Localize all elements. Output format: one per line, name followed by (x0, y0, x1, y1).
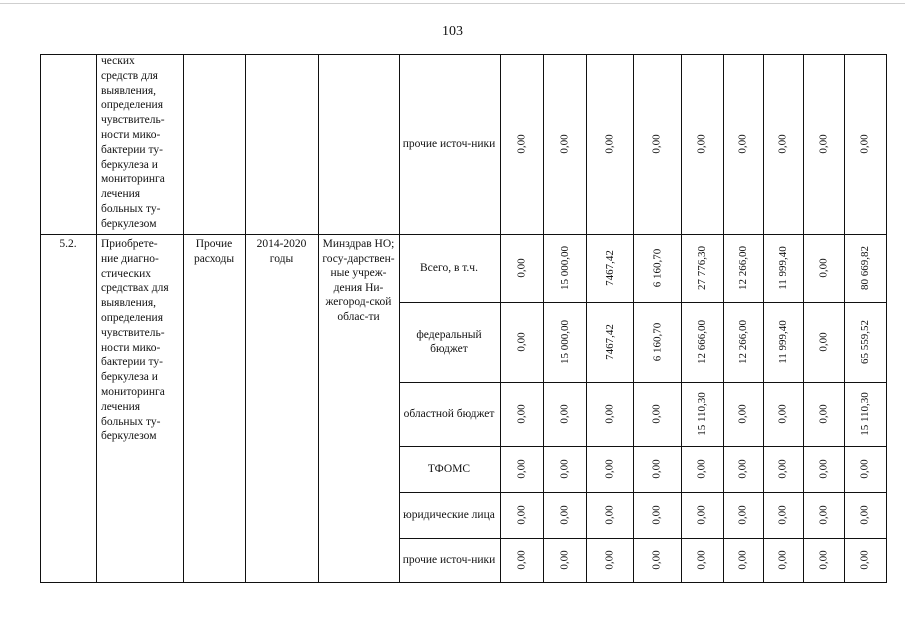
value-cell (723, 54, 763, 234)
funding-source-label: прочие источ-ники (402, 553, 496, 566)
description-line: ческих (101, 55, 135, 67)
value-text: 0,00 (817, 404, 830, 424)
value-text: 0,00 (817, 550, 830, 570)
description-line: лечения (101, 188, 141, 201)
value-text: 0,00 (777, 134, 789, 154)
value-text: 0,00 (777, 459, 789, 479)
value-cell (633, 302, 681, 382)
description-line: ние диагно- (101, 252, 159, 265)
description-line: определения (101, 99, 164, 112)
description-line: выявления, (101, 84, 157, 97)
value-cell (844, 492, 886, 538)
column-divider (183, 54, 184, 583)
value-text: 0,00 (817, 459, 830, 479)
value-cell (543, 302, 586, 382)
value-cell (586, 54, 633, 234)
description-line: средств для (101, 69, 158, 82)
executor: Минздрав НО; госу-дарствен-ные учреж-дения Ни-жегород-ской облас-ти (322, 238, 395, 323)
value-text: 0,00 (515, 258, 528, 278)
value-text: 0,00 (737, 459, 749, 479)
value-text: 0,00 (558, 550, 571, 570)
value-text: 0,00 (696, 134, 708, 154)
value-text: 0,00 (817, 258, 830, 278)
value-text: 0,00 (651, 459, 663, 479)
value-cell (543, 382, 586, 446)
value-text: 11 999,40 (777, 320, 789, 364)
value-text: 80 669,82 (859, 246, 871, 290)
value-text: 0,00 (737, 505, 749, 525)
value-text: 12 666,00 (696, 320, 708, 364)
value-text: 0,00 (859, 134, 871, 154)
description-line: чувствитель- (101, 326, 165, 339)
value-text: 0,00 (603, 404, 616, 424)
funding-source-label: юридические лица (403, 508, 495, 521)
value-text: 0,00 (603, 550, 616, 570)
description-line: Приобрете- (101, 238, 158, 250)
value-cell (844, 234, 886, 302)
value-cell (803, 382, 844, 446)
value-cell (500, 446, 543, 492)
description-line: беркулеза и (101, 158, 158, 171)
value-cell (681, 382, 723, 446)
description-line: ности мико- (101, 341, 161, 354)
value-text: 27 776,30 (696, 246, 708, 290)
description-line: больных ту- (101, 415, 161, 428)
description-line: лечения (101, 400, 141, 413)
value-cell (633, 54, 681, 234)
value-cell (763, 446, 803, 492)
value-cell (681, 302, 723, 382)
value-cell (763, 492, 803, 538)
value-cell (681, 538, 723, 582)
value-cell (844, 302, 886, 382)
description-line: беркулезом (101, 430, 157, 443)
value-text: 15 110,30 (696, 392, 708, 436)
value-cell (586, 302, 633, 382)
description-line: мониторинга (101, 386, 165, 398)
description-line: бактерии ту- (101, 143, 163, 156)
value-cell (763, 54, 803, 234)
value-text: 0,00 (558, 505, 571, 525)
value-cell (844, 54, 886, 234)
value-cell (763, 234, 803, 302)
value-text: 0,00 (859, 550, 871, 570)
value-cell (500, 382, 543, 446)
description-line: мониторинга (101, 173, 165, 186)
value-text: 0,00 (737, 404, 749, 424)
value-cell (500, 538, 543, 582)
funding-source-label: прочие источ-ники (402, 137, 496, 150)
value-cell (586, 492, 633, 538)
value-text: 7467,42 (603, 250, 616, 286)
value-cell (633, 234, 681, 302)
value-text: 0,00 (515, 505, 528, 525)
value-cell (500, 54, 543, 234)
value-text: 0,00 (651, 550, 663, 570)
value-text: 0,00 (777, 505, 789, 525)
description-line: выявления, (101, 297, 157, 310)
value-text: 0,00 (515, 404, 528, 424)
column-divider (886, 54, 887, 583)
value-cell (803, 446, 844, 492)
value-text: 0,00 (558, 404, 571, 424)
value-text: 6 160,70 (651, 322, 663, 362)
period: 2014-2020 годы (256, 238, 307, 265)
value-cell (586, 382, 633, 446)
value-cell (543, 538, 586, 582)
value-text: 15 110,30 (859, 392, 871, 436)
funding-source-label: областной бюджет (403, 407, 495, 420)
value-cell (633, 382, 681, 446)
table-bottom-border (40, 582, 887, 583)
value-text: 0,00 (603, 505, 616, 525)
value-text: 65 559,52 (859, 320, 871, 364)
value-text: 0,00 (777, 550, 789, 570)
description-line: стических (101, 267, 152, 280)
value-text: 0,00 (696, 550, 708, 570)
value-cell (633, 538, 681, 582)
description-line: бактерии ту- (101, 356, 163, 369)
column-divider (318, 54, 319, 583)
column-divider (40, 54, 41, 583)
value-text: 0,00 (515, 332, 528, 352)
value-text: 0,00 (515, 459, 528, 479)
value-text: 6 160,70 (651, 248, 663, 288)
value-cell (803, 302, 844, 382)
value-cell (586, 446, 633, 492)
description-line: больных ту- (101, 203, 161, 215)
value-cell (803, 492, 844, 538)
value-text: 11 999,40 (777, 246, 789, 290)
column-divider (96, 54, 97, 583)
description-line: средствах для (101, 282, 169, 295)
value-text: 15 000,00 (558, 320, 571, 364)
value-text: 0,00 (817, 505, 830, 525)
value-cell (681, 54, 723, 234)
value-text: 7467,42 (603, 324, 616, 360)
funding-source-label: федеральный бюджет (416, 328, 482, 355)
value-cell (500, 302, 543, 382)
value-cell (723, 446, 763, 492)
value-cell (681, 446, 723, 492)
value-text: 0,00 (651, 505, 663, 525)
page-number: 103 (442, 24, 463, 39)
value-text: 12 266,00 (737, 320, 749, 364)
value-text: 0,00 (651, 134, 663, 154)
value-cell (763, 538, 803, 582)
value-cell (723, 234, 763, 302)
value-text: 0,00 (696, 459, 708, 479)
value-text: 0,00 (859, 459, 871, 479)
value-cell (586, 538, 633, 582)
value-cell (681, 492, 723, 538)
value-cell (844, 538, 886, 582)
description-line: беркулеза и (101, 371, 158, 384)
value-text: 0,00 (817, 332, 830, 352)
value-cell (803, 234, 844, 302)
value-cell (543, 234, 586, 302)
funding-source-label: ТФОМС (427, 462, 471, 475)
description-line: чувствитель- (101, 114, 165, 127)
value-cell (633, 446, 681, 492)
value-text: 0,00 (777, 404, 789, 424)
value-text: 0,00 (817, 134, 830, 154)
value-cell (723, 382, 763, 446)
value-cell (586, 234, 633, 302)
value-cell (543, 492, 586, 538)
description-line: беркулезом (101, 217, 157, 230)
value-text: 0,00 (859, 505, 871, 525)
value-cell (844, 382, 886, 446)
value-text: 0,00 (737, 550, 749, 570)
value-cell (723, 302, 763, 382)
value-cell (543, 54, 586, 234)
funding-source-label: Всего, в т.ч. (420, 261, 478, 274)
value-cell (723, 538, 763, 582)
value-cell (633, 492, 681, 538)
value-cell (500, 492, 543, 538)
value-text: 0,00 (603, 134, 616, 154)
value-text: 0,00 (603, 459, 616, 479)
value-text: 0,00 (651, 404, 663, 424)
value-cell (803, 54, 844, 234)
value-text: 0,00 (515, 550, 528, 570)
expense-type: Прочие расходы (193, 238, 235, 265)
value-text: 0,00 (558, 134, 571, 154)
value-text: 0,00 (737, 134, 749, 154)
scan-edge (0, 3, 905, 4)
value-cell (543, 446, 586, 492)
row-number: 5.2. (59, 238, 77, 250)
value-text: 0,00 (515, 134, 528, 154)
value-text: 0,00 (696, 505, 708, 525)
column-divider (245, 54, 246, 583)
value-cell (723, 492, 763, 538)
value-cell (500, 234, 543, 302)
value-cell (803, 538, 844, 582)
description-line: ности мико- (101, 129, 161, 141)
description-line: определения (101, 312, 164, 324)
value-cell (763, 302, 803, 382)
value-cell (844, 446, 886, 492)
value-text: 12 266,00 (737, 246, 749, 290)
value-text: 0,00 (558, 459, 571, 479)
value-cell (763, 382, 803, 446)
value-cell (681, 234, 723, 302)
value-text: 15 000,00 (558, 246, 571, 290)
